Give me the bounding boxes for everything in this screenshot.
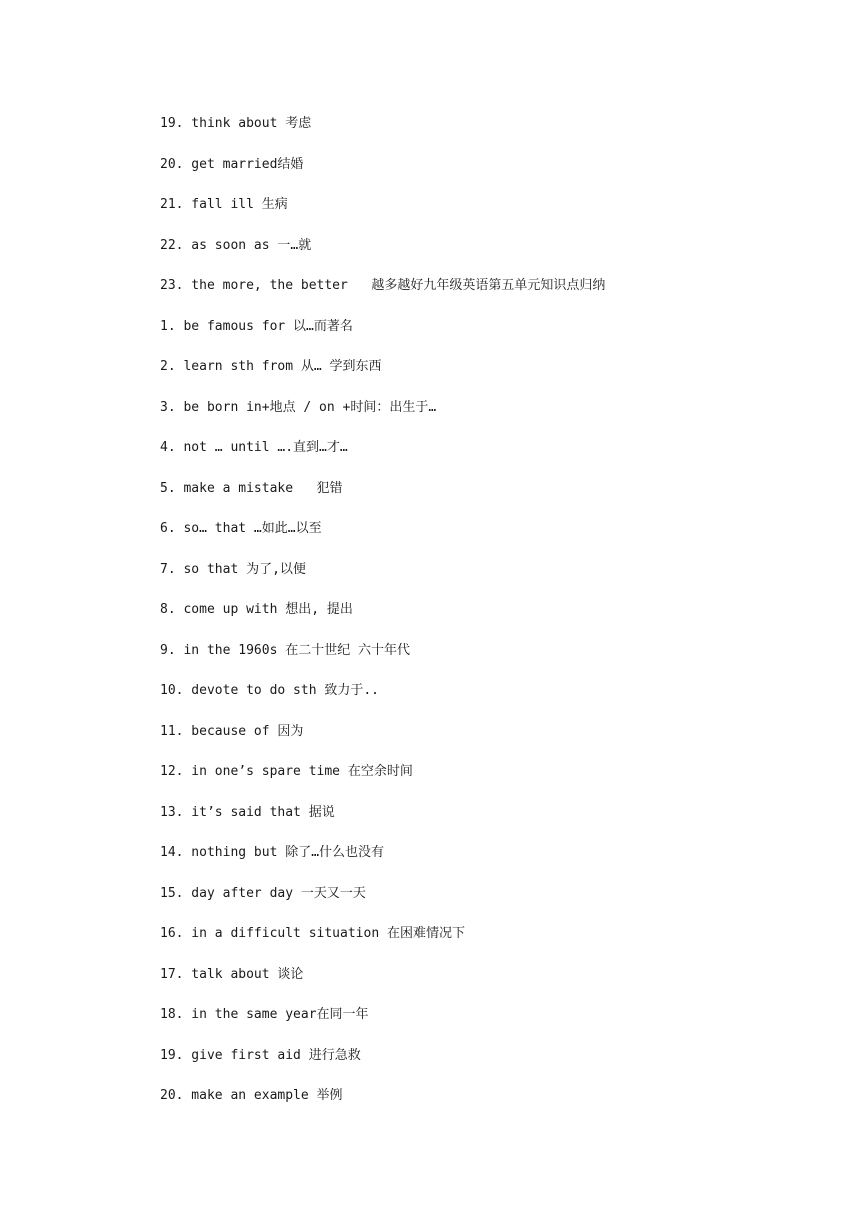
- list-item: 6. so… that …如此…以至: [160, 521, 322, 536]
- list-item: 2. learn sth from 从… 学到东西: [160, 359, 382, 374]
- list-item: 20. make an example 举例: [160, 1088, 343, 1103]
- phrase-list: [160, 114, 800, 1127]
- list-item: 12. in one’s spare time 在空余时间: [160, 764, 413, 779]
- list-item: 16. in a difficult situation 在困难情况下: [160, 926, 465, 941]
- list-item: 1. be famous for 以…而著名: [160, 318, 353, 334]
- list-item: 21. fall ill 生病: [160, 197, 288, 212]
- list-item: 5. make a mistake 犯错: [160, 480, 343, 496]
- list-item: 17. talk about 谈论: [160, 966, 304, 982]
- list-item: 8. come up with 想出, 提出: [160, 602, 353, 617]
- list-item: 23. the more, the better 越多越好九年级英语第五单元知识点归纳: [160, 278, 606, 293]
- list-item: 22. as soon as 一…就: [160, 237, 312, 253]
- list-item: 4. not … until ….直到…才…: [160, 440, 348, 455]
- list-item: 9. in the 1960s 在二十世纪 六十年代: [160, 642, 411, 658]
- list-item: 13. it’s said that 据说: [160, 804, 335, 820]
- list-item: 10. devote to do sth 致力于..: [160, 683, 380, 698]
- list-item: 3. be born in+地点 / on +时间：出生于…: [160, 399, 437, 415]
- list-item: 11. because of 因为: [160, 723, 304, 739]
- list-item: 14. nothing but 除了…什么也没有: [160, 845, 385, 860]
- list-item: 19. give first aid 进行急救: [160, 1047, 361, 1063]
- list-item: 20. get married结婚: [160, 156, 304, 172]
- list-item: 19. think about 考虑: [160, 116, 312, 131]
- list-item: 7. so that 为了,以便: [160, 561, 306, 577]
- list-item: 15. day after day 一天又一天: [160, 885, 366, 901]
- list-item: 18. in the same year在同一年: [160, 1007, 369, 1022]
